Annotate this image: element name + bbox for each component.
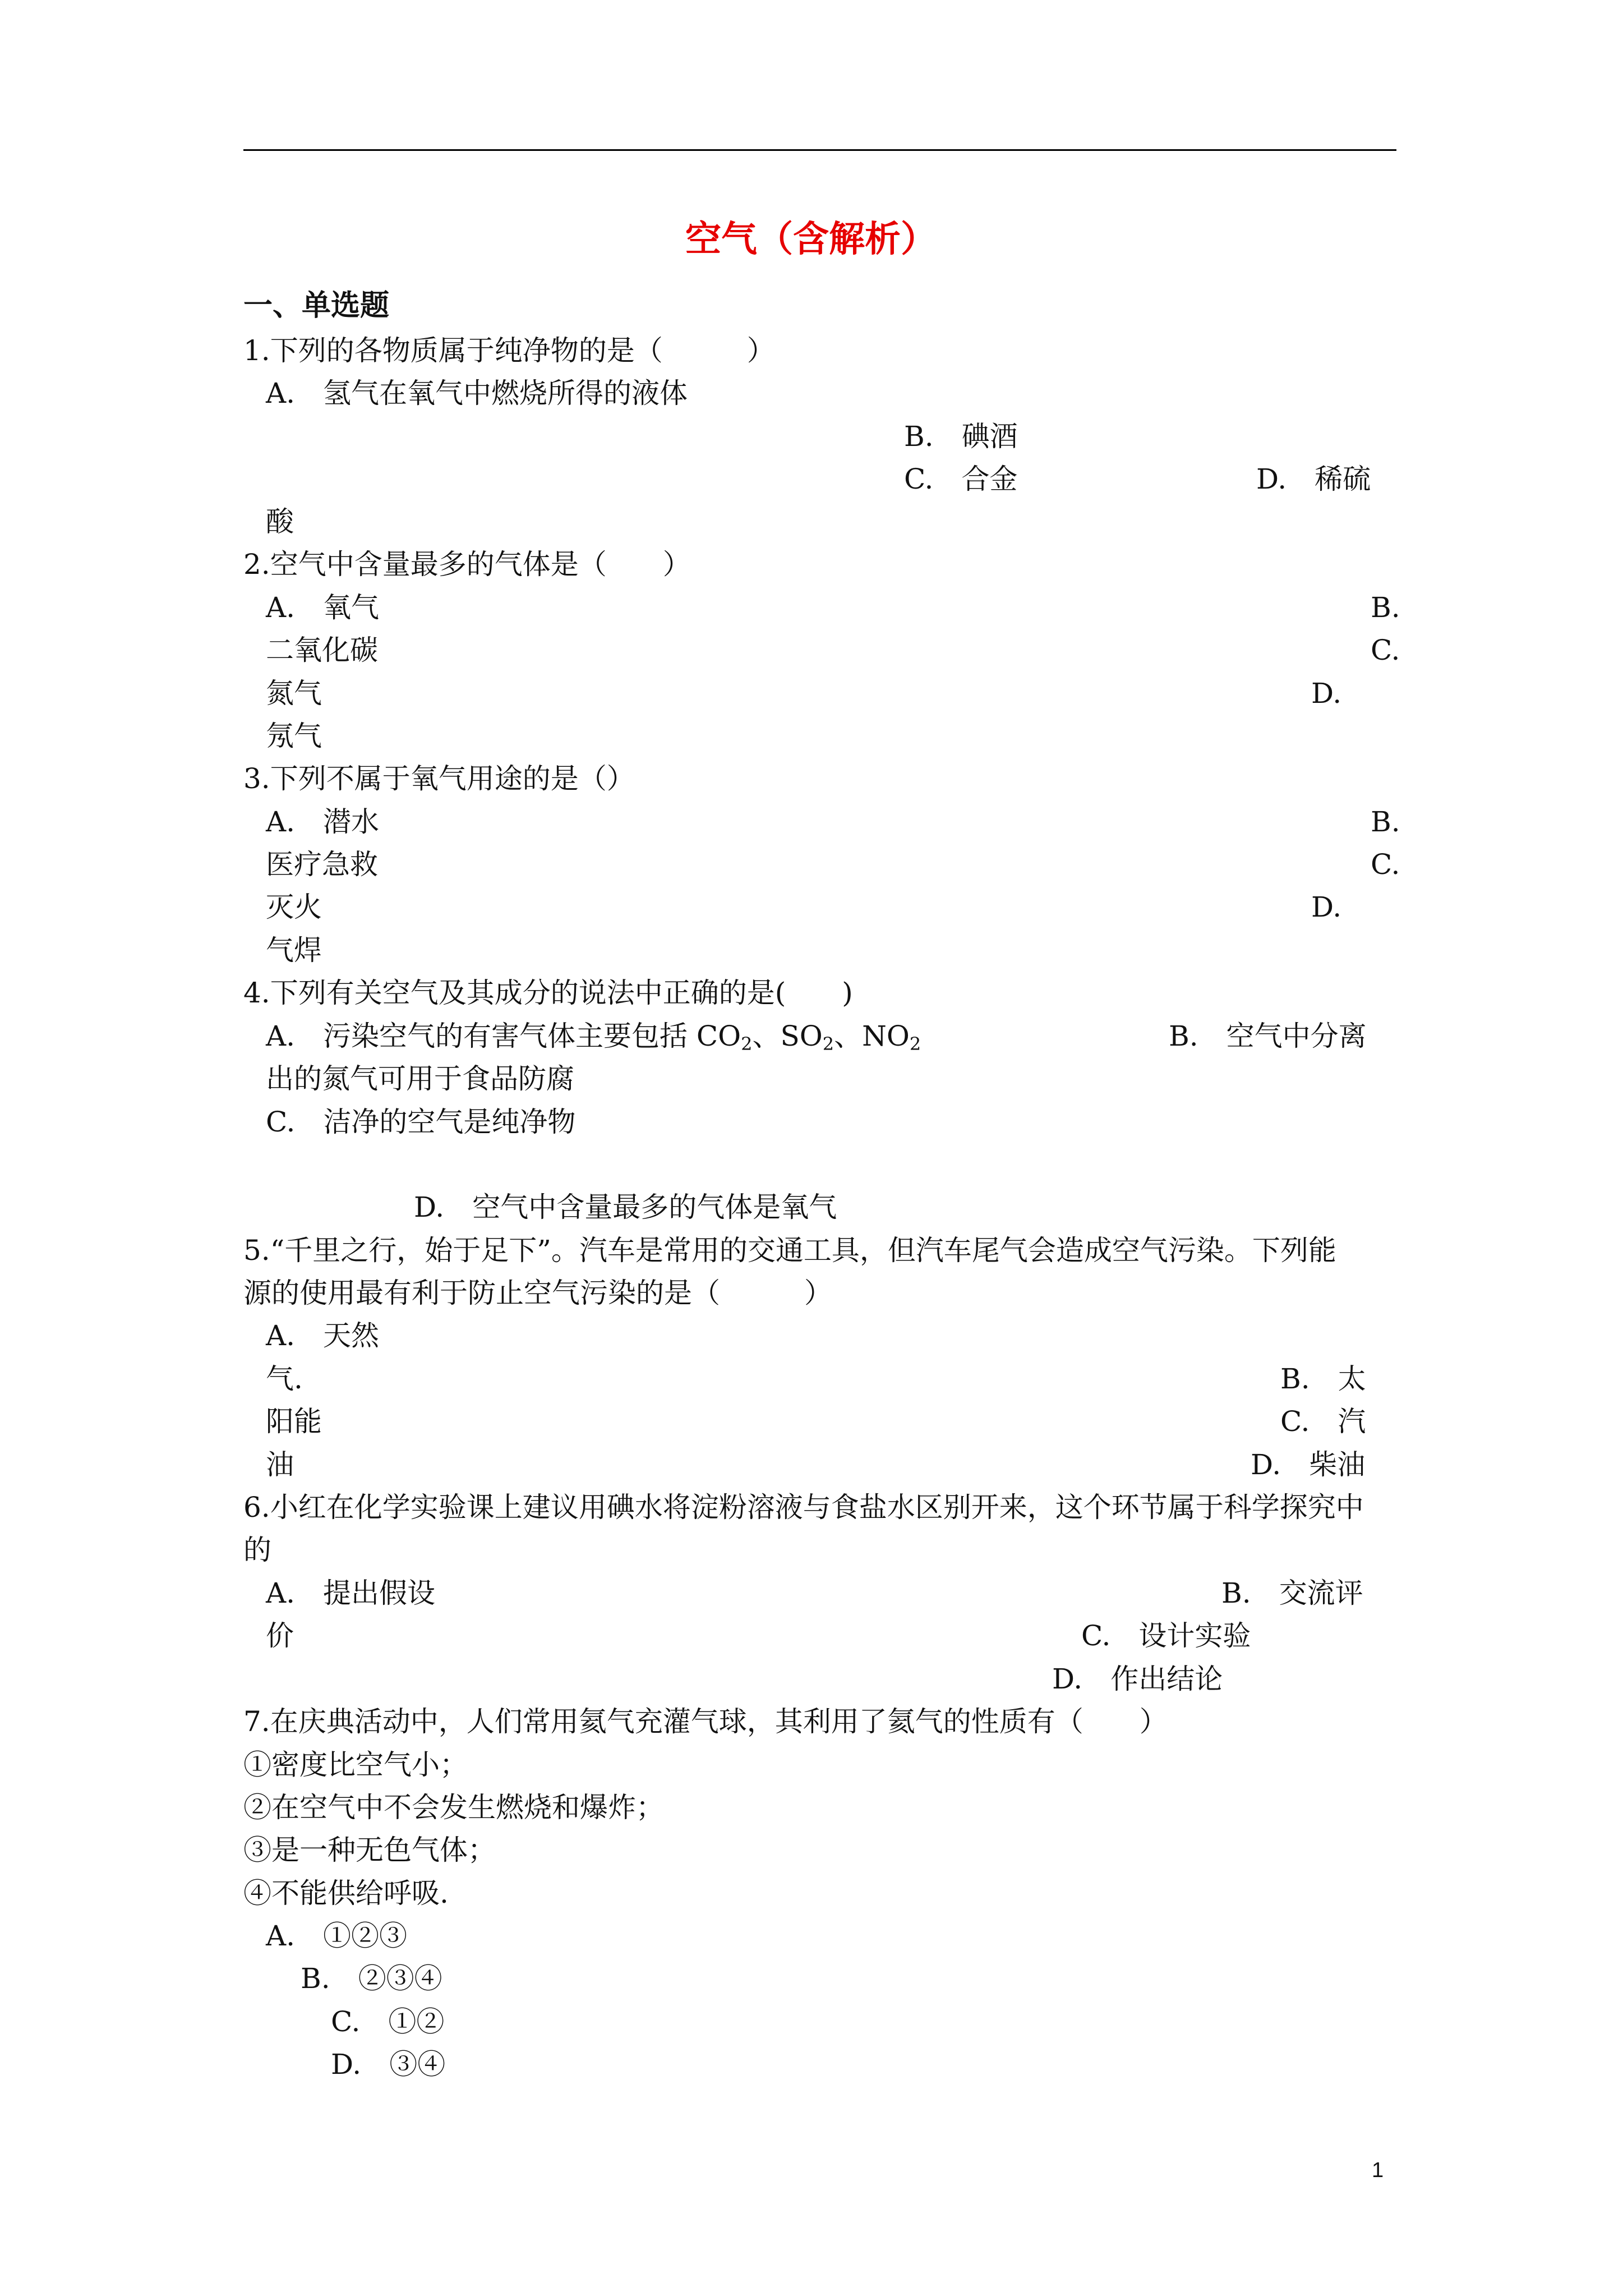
question-2-option-b-text: 二氧化碳 (266, 634, 378, 666)
question-7-option-d: D. ③④ (331, 2048, 446, 2081)
question-6-option-a: A. 提出假设 (266, 1577, 436, 1609)
question-4-option-a (266, 1020, 921, 1055)
separator: 、 (752, 1020, 781, 1052)
question-7-item: ②在空气中不会发生燃烧和爆炸； (243, 1791, 664, 1824)
formula-so: SO (780, 1020, 823, 1052)
question-4-option-b: B. 空气中分离 (1169, 1020, 1367, 1052)
question-3-option-d-key: D. (1311, 891, 1342, 923)
question-1-option-c: C. 合金 (904, 463, 1018, 495)
question-3-option-a: A. 潜水 (266, 806, 380, 838)
question-3-option-c-key: C. (1371, 848, 1400, 881)
question-1-option-a: A. 氢气在氧气中燃烧所得的液体 (266, 377, 688, 409)
question-3-option-b-text: 医疗急救 (266, 848, 378, 881)
question-5-option-a: A. 天然 (266, 1319, 380, 1352)
question-4-option-c: C. 洁净的空气是纯净物 (266, 1106, 576, 1138)
subscript: 2 (741, 1033, 753, 1055)
question-7-item: ③是一种无色气体； (243, 1834, 496, 1866)
question-1-stem: 1.下列的各物质属于纯净物的是（ ） (243, 334, 775, 367)
question-1-option-d-cont: 酸 (266, 505, 294, 538)
section-heading: 一、单选题 (243, 288, 390, 323)
formula-no: NO (862, 1020, 910, 1052)
question-7-item: ①密度比空气小； (243, 1749, 468, 1781)
question-3-option-d-text: 气焊 (266, 934, 322, 967)
question-2-option-d-key: D. (1311, 677, 1342, 710)
question-2-option-b-key: B. (1371, 591, 1400, 624)
question-4-option-b-cont: 出的氮气可用于食品防腐 (266, 1062, 574, 1095)
question-4-option-a-text: A. 污染空气的有害气体主要包括 CO (266, 1020, 741, 1052)
question-3-option-b-key: B. (1371, 806, 1400, 838)
question-2-option-d-text: 氖气 (266, 720, 322, 752)
question-6-stem-line-2: 的 (243, 1534, 271, 1566)
question-7-stem: 7.在庆典活动中，人们常用氦气充灌气球，其利用了氦气的性质有（ ） (243, 1705, 1168, 1738)
question-5-stem-line-1: 5.“千里之行，始于足下”。汽车是常用的交通工具，但汽车尾气会造成空气污染。下列能 (243, 1234, 1336, 1267)
question-3-stem: 3.下列不属于氧气用途的是（） (243, 762, 635, 795)
subscript: 2 (822, 1033, 834, 1055)
header-rule (243, 149, 1396, 151)
question-6-stem-line-1: 6.小红在化学实验课上建议用碘水将淀粉溶液与食盐水区别开来，这个环节属于科学探究中 (243, 1491, 1364, 1524)
question-7-item: ④不能供给呼吸. (243, 1877, 449, 1910)
question-5-option-b-cont: 阳能 (266, 1405, 322, 1438)
page-number: 1 (1372, 2159, 1384, 2182)
question-5-option-c: C. 汽 (1280, 1405, 1366, 1438)
question-1-option-b: B. 碘酒 (904, 420, 1018, 453)
question-2-option-c-key: C. (1371, 634, 1400, 666)
question-6-option-c: C. 设计实验 (1081, 1619, 1251, 1652)
question-2-stem: 2.空气中含量最多的气体是（ ） (243, 548, 691, 581)
question-4-stem: 4.下列有关空气及其成分的说法中正确的是( ) (243, 977, 853, 1009)
question-1-option-d: D. 稀硫 (1256, 463, 1371, 495)
question-6-option-b-cont: 价 (266, 1619, 294, 1652)
question-3-option-c-text: 灭火 (266, 891, 322, 923)
question-5-option-a-cont: 气. (266, 1363, 303, 1395)
question-2-option-c-text: 氮气 (266, 677, 322, 710)
question-2-option-a: A. 氧气 (266, 591, 380, 624)
question-7-option-a: A. ①②③ (266, 1920, 408, 1952)
question-5-option-d: D. 柴油 (1251, 1448, 1366, 1481)
question-4-option-d: D. 空气中含量最多的气体是氧气 (414, 1191, 837, 1223)
question-5-option-c-cont: 油 (266, 1448, 294, 1481)
subscript: 2 (909, 1033, 921, 1055)
question-5-option-b: B. 太 (1280, 1363, 1366, 1395)
separator: 、 (834, 1020, 863, 1052)
question-7-option-b: B. ②③④ (301, 1962, 442, 1995)
question-6-option-b: B. 交流评 (1221, 1577, 1363, 1609)
question-6-option-d: D. 作出结论 (1052, 1663, 1223, 1695)
question-7-option-c: C. ①② (331, 2005, 445, 2038)
question-5-stem-line-2: 源的使用最有利于防止空气污染的是（ ） (243, 1277, 832, 1309)
page-title: 空气（含解析） (685, 218, 937, 260)
